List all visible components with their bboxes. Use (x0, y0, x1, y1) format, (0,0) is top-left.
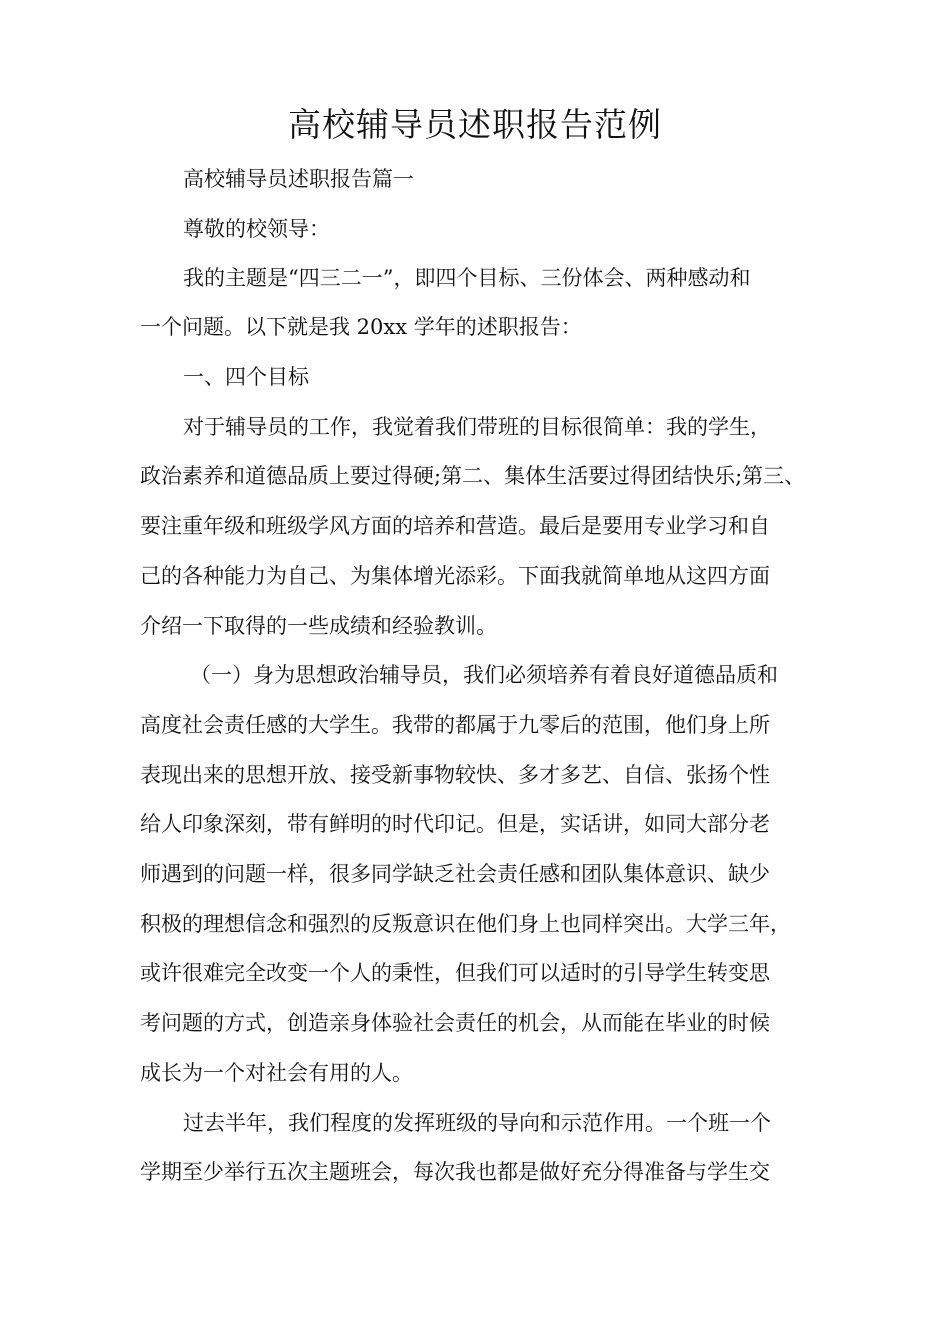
document-title: 高校辅导员述职报告范例 (288, 105, 662, 144)
subtitle-line: 高校辅导员述职报告篇一 (183, 167, 414, 191)
paragraph-line: 介绍一下取得的一些成绩和经验教训。 (140, 614, 497, 638)
paragraph-line: 考问题的方式，创造亲身体验社会责任的机会，从而能在毕业的时候 (140, 1011, 770, 1035)
paragraph-line: 或许很难完全改变一个人的秉性，但我们可以适时的引导学生转变思 (140, 961, 770, 985)
paragraph-line: 学期至少举行五次主题班会，每次我也都是做好充分得准备与学生交 (140, 1160, 770, 1184)
paragraph-line: 己的各种能力为自己、为集体增光添彩。下面我就简单地从这四方面 (140, 564, 770, 588)
paragraph-line: 一个问题。以下就是我 20xx 学年的述职报告： (140, 315, 582, 339)
paragraph-line: 过去半年，我们程度的发挥班级的导向和示范作用。一个班一个 (183, 1111, 771, 1135)
paragraph-line: 积极的理想信念和强烈的反叛意识在他们身上也同样突出。大学三年， (140, 912, 791, 936)
paragraph-line: （一）身为思想政治辅导员，我们必须培养有着良好道德品质和 (190, 663, 778, 687)
paragraph-line: 成长为一个对社会有用的人。 (140, 1061, 413, 1085)
section-heading: 一、四个目标 (183, 365, 309, 389)
paragraph-line: 对于辅导员的工作，我觉着我们带班的目标很简单：我的学生， (183, 415, 771, 439)
paragraph-line: 给人印象深刻，带有鲜明的时代印记。但是，实话讲，如同大部分老 (140, 812, 770, 836)
salutation-line: 尊敬的校领导： (183, 217, 330, 241)
paragraph-line: 我的主题是“四三二一”，即四个目标、三份体会、两种感动和 (183, 266, 751, 290)
paragraph-line: 高度社会责任感的大学生。我带的都属于九零后的范围，他们身上所 (140, 713, 770, 737)
paragraph-line: 师遇到的问题一样，很多同学缺乏社会责任感和团队集体意识、缺少 (140, 862, 770, 886)
paragraph-line: 政治素养和道德品质上要过得硬;第二、集体生活要过得团结快乐;第三、 (140, 464, 806, 488)
paragraph-line: 要注重年级和班级学风方面的培养和营造。最后是要用专业学习和自 (140, 514, 770, 538)
paragraph-line: 表现出来的思想开放、接受新事物较快、多才多艺、自信、张扬个性 (140, 763, 770, 787)
